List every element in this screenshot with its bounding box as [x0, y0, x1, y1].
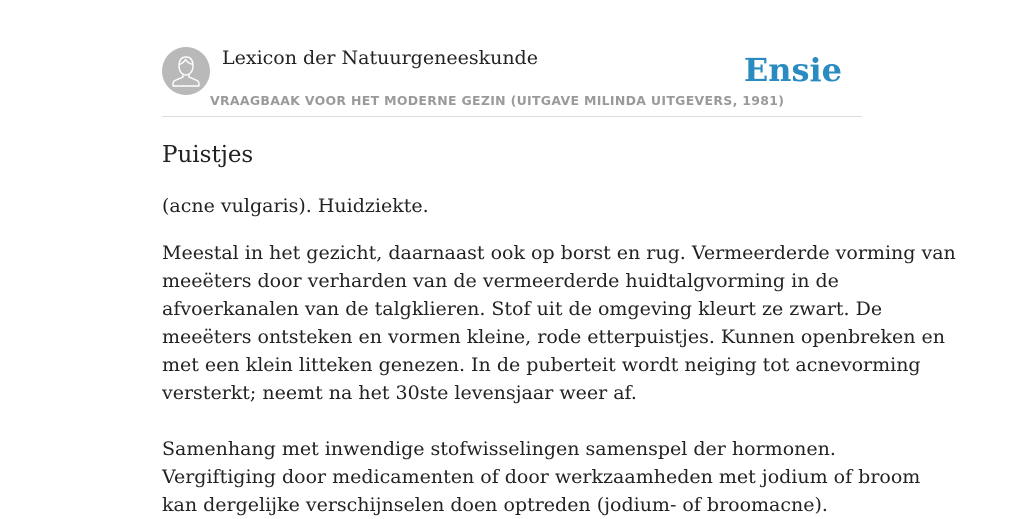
source-title[interactable]: Lexicon der Natuurgeneeskunde — [222, 47, 538, 69]
body-line: meeëters ontsteken en vormen kleine, rode etterpuistjes. Kunnen openbreken en — [162, 326, 945, 348]
body-line: kan dergelijke verschijnselen doen optreden (jodium- of broomacne). — [162, 494, 828, 516]
source-subtitle: VRAAGBAAK VOOR HET MODERNE GEZIN (UITGAVE MILINDA UITGEVERS, 1981) — [210, 93, 785, 108]
brand-logo[interactable]: Ensie — [743, 51, 842, 89]
entry-body — [162, 239, 956, 519]
body-line: meeëters door verharden van de vermeerderde huidtalgvorming in de — [162, 270, 839, 292]
avatar[interactable] — [162, 47, 210, 95]
body-line: afvoerkanalen van de talgklieren. Stof uit de omgeving kleurt ze zwart. De — [162, 298, 883, 320]
body-line: versterkt; neemt na het 30ste levensjaar weer af. — [162, 382, 637, 404]
body-line: Vergiftiging door medicamenten of door werkzaamheden met jodium of broom — [162, 466, 921, 488]
entry-definition: (acne vulgaris). Huidziekte. — [162, 195, 429, 217]
source-header — [162, 0, 862, 117]
paragraph-gap — [162, 407, 862, 435]
body-line: Samenhang met inwendige stofwisselingen samenspel der hormonen. — [162, 438, 836, 460]
body-line: met een klein litteken genezen. In de puberteit wordt neiging tot acnevorming — [162, 354, 921, 376]
entry-title: Puistjes — [162, 142, 254, 168]
user-icon — [162, 47, 210, 95]
body-line: Meestal in het gezicht, daarnaast ook op borst en rug. Vermeerderde vorming van — [162, 242, 956, 264]
page — [162, 0, 956, 516]
